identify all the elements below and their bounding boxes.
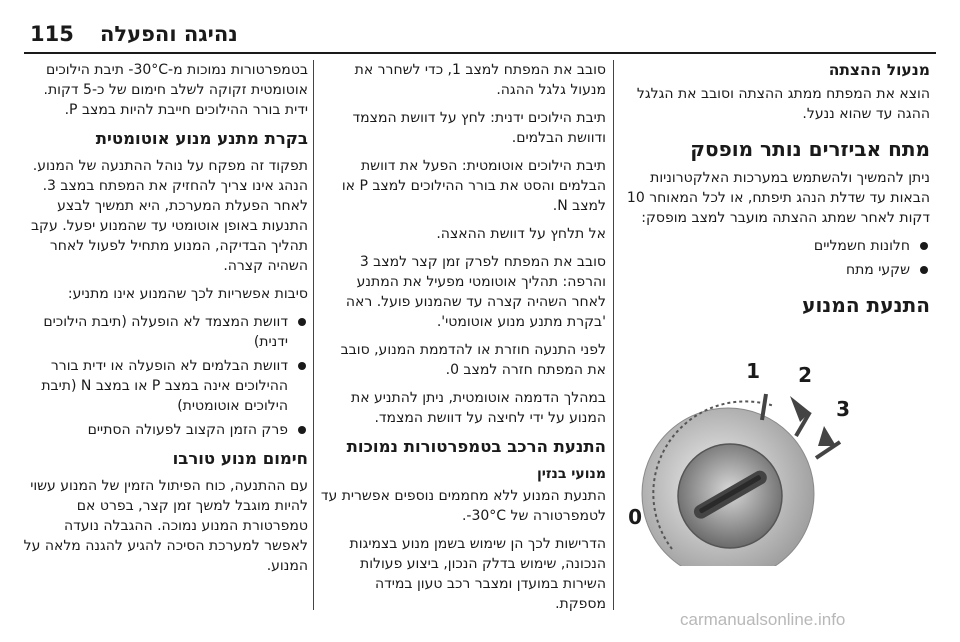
list-item: דוושת הבלמים לא הופעלה או ידית בורר ההילוכים אינה במצב P או במצב N (תיבת הילוכים אוטומטית) [22, 356, 308, 416]
page-number: 115 [30, 22, 74, 46]
paragraph: אל תלחץ על דוושת ההאצה. [436, 226, 606, 242]
bullet-icon [298, 318, 306, 326]
chapter-title: נהיגה והפעלה [100, 22, 238, 46]
bullet-icon [920, 266, 928, 274]
reasons-list [22, 312, 308, 440]
list-item: דוושת המצמד לא הופעלה (תיבת הילוכים ידנית) [22, 312, 308, 352]
subheading-petrol-engines: מנועי בנזין [536, 466, 606, 482]
position-label-2: 2 [798, 363, 812, 387]
bullet-icon [920, 242, 928, 250]
bullet-icon [298, 426, 306, 434]
paragraph: בטמפרטורות נמוכות מ-‎-30°C תיבת הילוכים אוטומטית זקוקה לשלב חימום של כ-5 דקות. ידית בורר ההילוכים חייבת להיות במצב P. [43, 62, 308, 118]
paragraph: סובב את המפתח למצב 1, כדי לשחרר את מנעול גלגל ההגה. [354, 62, 606, 98]
page-header [0, 0, 960, 52]
list-item: פרק הזמן הקצוב לפעולה הסתיים [22, 420, 308, 440]
column-divider [613, 60, 614, 610]
ignition-switch-illustration [624, 354, 864, 566]
list-item: חלונות חשמליים [624, 236, 930, 256]
middle-column [320, 60, 606, 622]
paragraph: התנעת המנוע ללא מחממים נוספים אפשרית עד לטמפרטורה של ‎-30°C. [320, 488, 606, 524]
paragraph: תיבת הילוכים אוטומטית: הפעל את דוושת הבלמים והסט את בורר ההילוכים למצב P או למצב N. [341, 158, 606, 214]
retained-power-text: ניתן להמשיך ולהשתמש במערכות האלקטרוניות הבאות עד שדלת הנהג תיפתח, או לכל המאוחר 10 דקות לאחר שמתג ההצתה מועבר למצב מופסק: [626, 170, 930, 226]
bullet-icon [298, 362, 306, 370]
retained-power-list [624, 236, 930, 280]
list-item: שקעי מתח [624, 260, 930, 280]
paragraph: הדרישות לכך הן שימוש בשמן מנוע בצמיגות הנכונה, שימוש בדלק הנכון, ביצוע פעולות השירות במועדן ומצבר רכב טעון במידה מספקת. [349, 536, 606, 612]
position-label-3: 3 [836, 397, 850, 421]
column-divider [313, 60, 314, 610]
paragraph: לפני התנעה חוזרת או להדממת המנוע, סובב את המפתח חזרה למצב 0. [340, 342, 606, 378]
header-rule [24, 52, 936, 54]
paragraph: סובב את המפתח לפרק זמן קצר למצב 3 והרפה: תהליך אוטומטי מפעיל את המתנע לאחר השהיה קצרה עד שהמנוע פועל. ראה 'בקרת מתנע מנוע אוטומטי'. [345, 254, 606, 330]
watermark: carmanualsonline.info [680, 610, 846, 629]
paragraph: תפקוד זה מפקח על נוהל ההתנעה של המנוע. הנהג אינו צריך להחזיק את המפתח במצב 3. לאחר הפעלת המערכת, היא תמשיך לבצע התנעות באופן אוטומטי עד שהמנוע יפעל. עקב תהליך הבדיקה, המנוע מתחיל לפעול לאחר השהיה קצרה. [30, 158, 308, 274]
left-column [22, 60, 308, 584]
heading-ignition-lock: מנעול ההצתה [828, 61, 930, 79]
heading-cold-start: התנעת הרכב בטמפרטורות נמוכות [346, 437, 606, 456]
heading-starting-engine: התנעת המנוע [802, 293, 930, 317]
heading-auto-starter: בקרת מתנע מנוע אוטומטית [95, 129, 308, 148]
position-label-1: 1 [746, 359, 760, 383]
paragraph: סיבות אפשריות לכך שהמנוע אינו מתניע: [67, 286, 308, 302]
paragraph: עם ההתנעה, כוח הפיתול הזמין של המנוע עשוי להיות מוגבל למשך זמן קצר, בפרט אם טמפרטורת המנוע נמוכה. ההגבלה נועדה לאפשר למערכת הסיכה להגיע להגנה מלאה על המנוע. [23, 478, 308, 574]
paragraph: תיבת הילוכים ידנית: לחץ על דוושת המצמד ודוושת הבלמים. [352, 110, 606, 146]
heading-engine-heating: חימום מנוע טורבו [172, 449, 308, 468]
position-label-0: 0 [628, 505, 642, 529]
ignition-switch-figure [624, 354, 864, 566]
heading-retained-power: מתח אביזרים נותר מופסק [690, 137, 930, 161]
ignition-lock-text: הוצא את המפתח ממתג ההצתה וסובב את הגלגל ההגה עד שהוא ננעל. [636, 86, 930, 122]
right-column [624, 60, 930, 324]
paragraph: במהלך הדממה אוטומטית, ניתן להתניע את המנוע על ידי לחיצה על דוושת המצמד. [351, 390, 606, 426]
